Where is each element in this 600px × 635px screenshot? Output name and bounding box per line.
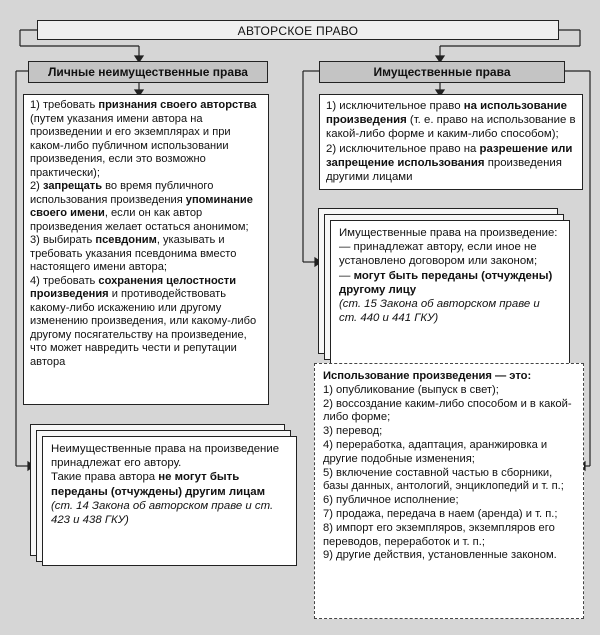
right-header: [319, 61, 565, 83]
right-list-segment: 1) исключительное право: [326, 100, 464, 112]
right-list-segment: разрешение или запрещение использования: [326, 142, 573, 169]
left-header: [28, 61, 268, 83]
property-rights-note: [330, 220, 570, 366]
left-note-segment: не могут быть переданы (отчуждены) другим лицам: [51, 471, 266, 498]
left-list-segment: (путем указания имени автора на произведении и его экземплярах и при каком-либо публичном использовании произведения, если это возможно практически); 2): [30, 112, 231, 192]
left-list-segment: , если он как автор произведения желает остаться анонимом; 3) выбирать: [30, 207, 249, 246]
left-list-segment: упоминание своего имени: [30, 193, 253, 219]
right-list-segment: на использование произведения: [326, 100, 567, 127]
left-list-segment: и противодействовать какому-либо искажению или другому изменению произведения, или какому-либо другому посягательству на произведение, что может навредить чести и репутации автора: [30, 288, 257, 368]
usage-segment: 1) опубликование (выпуск в свет); 2) воссоздание каким-либо способом и в какой-либо форме; 3) перевод; 4) переработка, адаптация, аранжировка и другие подобные изменения; 5) включение составной частью в сборники, базы данных, антологий, энциклопедий и т. п.; 6) публичное исполнение; 7) продажа, передача в наем (аренда) и т. п.; 8) импорт его экземпляров, экземпляров его переводов, переработок и т. п.; 9) другие действия, установленные законом.: [323, 383, 572, 562]
left-list-segment: псевдоним: [95, 234, 157, 246]
left-header-label: Личные неимущественные права: [48, 65, 248, 79]
left-list-segment: признания своего авторства: [98, 99, 257, 111]
right-note-segment: (ст. 15 Закона об авторском праве и ст. 440 и 441 ГКУ): [339, 298, 540, 325]
property-rights-list: [319, 94, 583, 190]
usage-segment: Использование произведения — это:: [323, 370, 532, 382]
right-note-segment: могут быть переданы (отчуждены) другому лицу: [339, 269, 553, 296]
left-note-segment: (ст. 14 Закона об авторском праве и ст. 423 и 438 ГКУ): [51, 499, 274, 527]
left-list-segment: сохранения целостности произведения: [30, 274, 237, 300]
title-box: [37, 20, 559, 40]
personal-rights-list: [23, 94, 269, 405]
left-list-segment: , указывать и требовать указания псевдонима вместо настоящего имени автора; 4) требовать: [30, 234, 237, 287]
left-list-segment: запрещать: [42, 180, 103, 192]
personal-rights-note: [42, 436, 297, 566]
right-list-segment: произведения другими лицами: [326, 156, 562, 184]
usage-definition-box: [314, 363, 584, 619]
diagram-title: АВТОРСКОЕ ПРАВО: [237, 24, 359, 38]
left-list-segment: 1) требовать: [30, 99, 99, 111]
right-note-segment: Имущественные права на произведение: — принадлежат автору, если иное не установлено договором или законом; —: [339, 227, 558, 282]
left-list-segment: во время публичного использования произведения: [30, 180, 214, 206]
right-header-label: Имущественные права: [373, 65, 511, 79]
right-list-segment: (т. е. право на использование в какой-либо форме и каким-либо способом); 2) исключительное право на: [326, 114, 576, 155]
left-note-segment: Неимущественные права на произведение принадлежат его автору. Такие права автора: [51, 443, 280, 484]
